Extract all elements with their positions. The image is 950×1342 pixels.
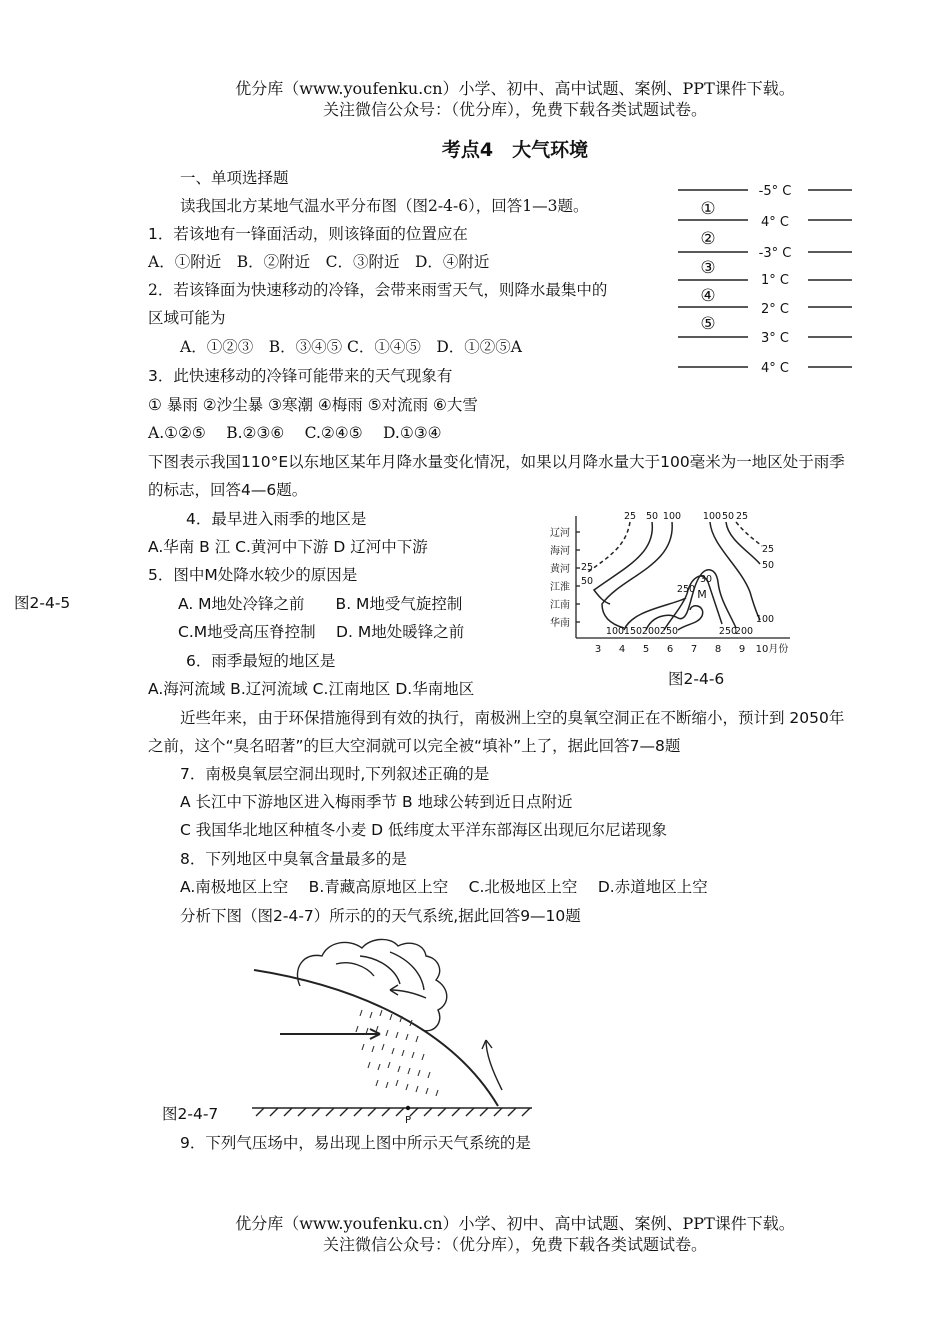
month-7: 7 (690, 644, 698, 655)
temp-label-6: 3° C (761, 331, 789, 346)
label-top-50b: 50 (721, 511, 735, 522)
isoline-25-right (736, 522, 762, 546)
region-label-huanan: 华南 (550, 618, 570, 629)
question-4: 4．最早进入雨季的地区是 (186, 510, 367, 528)
question-2-line-2: 区域可能为 (148, 309, 226, 327)
isoline-50-left (594, 522, 652, 604)
temp-label-4: 1° C (761, 273, 789, 288)
question-1-options: A．①附近 B．②附近 C．③附近 D．④附近 (148, 253, 490, 271)
zone-1-label: ① (700, 199, 716, 219)
isoline-200 (646, 570, 736, 630)
month-10: 10月份 (755, 644, 789, 655)
header-line-1: 优分库（www.youfenku.cn）小学、初中、高中试题、案例、PPT课件下载。 (235, 79, 795, 98)
label-top-100: 100 (662, 511, 682, 522)
question-8-options: A.南极地区上空 B.青藏高原地区上空 C.北极地区上空 D.赤道地区上空 (180, 878, 708, 896)
question-5: 5．图中M处降水较少的原因是 (148, 566, 358, 584)
label-inner-250: 250 (676, 584, 696, 595)
temp-label-1: -5° C (758, 184, 792, 199)
question-6: 6．雨季最短的地区是 (186, 652, 336, 670)
isoline-25-left (588, 522, 630, 572)
region-label-jianghuai: 江淮 (550, 582, 570, 593)
label-right-25: 25 (761, 544, 775, 555)
month-9: 9 (738, 644, 746, 655)
footer-line-2: 关注微信公众号：（优分库），免费下载各类试题试卷。 (322, 1235, 707, 1254)
question-8: 8．下列地区中臭氧含量最多的是 (180, 850, 407, 868)
intro-q4-6-line-2: 的标志，回答4—6题。 (148, 481, 308, 499)
question-5-options-1: A. M地处冷锋之前 B. M地受气旋控制 (178, 595, 463, 613)
label-top-50: 50 (645, 511, 659, 522)
month-3: 3 (594, 644, 602, 655)
question-6-options: A.海河流域 B.辽河流域 C.江南地区 D.华南地区 (148, 680, 475, 698)
intro-q4-6-line-1: 下图表示我国110°E以东地区某年月降水量变化情况，如果以月降水量大于100毫米为一地区处于雨季 (148, 453, 845, 471)
question-9: 9．下列气压场中，易出现上图中所示天气系统的是 (180, 1134, 531, 1152)
point-p (406, 1106, 410, 1110)
isoline-100-left (602, 522, 672, 628)
temp-label-7: 4° C (761, 361, 789, 376)
region-label-liaohe: 辽河 (550, 528, 570, 539)
label-bottom-200b: 200 (734, 626, 754, 637)
isoline-50-right (726, 522, 760, 564)
label-inner-30: 30 (699, 574, 713, 585)
month-4: 4 (618, 644, 626, 655)
label-bottom-250: 250 (659, 626, 679, 637)
region-label-jiangnan: 江南 (550, 600, 570, 611)
region-label-haihe: 海河 (550, 546, 570, 557)
cold-front-diagram (240, 930, 540, 1125)
month-6: 6 (666, 644, 674, 655)
label-right-100: 100 (755, 614, 775, 625)
question-2-line-1: 2．若该锋面为快速移动的冷锋，会带来雨雪天气，则降水最集中的 (148, 281, 608, 299)
header-line-2: 关注微信公众号：（优分库），免费下载各类试题试卷。 (322, 100, 707, 119)
label-left-25: 25 (580, 562, 594, 573)
label-bottom-200: 200 (641, 626, 661, 637)
figure-2-4-5-caption: 图2-4-5 (14, 594, 71, 612)
intro-q7-8-line-2: 之前，这个“臭名昭著”的巨大空洞就可以完全被“填补”上了，据此回答7—8题 (148, 737, 681, 755)
cloud-streaks (336, 952, 424, 990)
zone-3-label: ③ (700, 258, 716, 278)
label-bottom-250b: 250 (718, 626, 738, 637)
question-5-options-2: C.M地受高压脊控制 D. M地处暖锋之前 (178, 623, 465, 641)
temperature-distribution-figure (670, 176, 860, 381)
zone-2-label: ② (700, 229, 716, 249)
question-2-options: A．①②③ B．③④⑤ C．①④⑤ D．①②⑤A (180, 338, 522, 356)
lifting-air-arrow (486, 1040, 502, 1090)
label-top-25b: 25 (735, 511, 749, 522)
label-bottom-100: 100 (605, 626, 625, 637)
label-right-50: 50 (761, 560, 775, 571)
question-3: 3．此快速移动的冷锋可能带来的天气现象有 (148, 367, 453, 385)
temp-label-5: 2° C (761, 302, 789, 317)
intro-q9-10: 分析下图（图2-4-7）所示的的天气系统,据此回答9—10题 (180, 907, 581, 925)
question-1: 1．若该地有一锋面活动，则该锋面的位置应在 (148, 225, 468, 243)
label-m: M (697, 588, 707, 601)
precipitation-isoline-figure (540, 506, 795, 664)
question-4-options: A.华南 B 江 C.黄河中下游 D 辽河中下游 (148, 538, 428, 556)
question-7: 7．南极臭氧层空洞出现时,下列叙述正确的是 (180, 765, 490, 783)
intro-q1-3: 读我国北方某地气温水平分布图（图2-4-6），回答1—3题。 (180, 197, 589, 215)
point-p-label: P (404, 1115, 412, 1125)
temp-label-2: 4° C (761, 215, 789, 230)
month-8: 8 (714, 644, 722, 655)
zone-5-label: ⑤ (700, 314, 716, 334)
rain-area (356, 1010, 438, 1096)
label-top-25: 25 (623, 511, 637, 522)
page-title: 考点4 大气环境 (441, 139, 589, 161)
label-bottom-150: 150 (623, 626, 643, 637)
footer-line-1: 优分库（www.youfenku.cn）小学、初中、高中试题、案例、PPT课件下载。 (235, 1214, 795, 1233)
ground-hatching (256, 1108, 530, 1116)
question-7-options-2: C 我国华北地区种植冬小麦 D 低纬度太平洋东部海区出现厄尔尼诺现象 (180, 821, 668, 839)
figure-2-4-6-caption: 图2-4-6 (668, 670, 725, 688)
intro-q7-8-line-1: 近些年来，由于环保措施得到有效的执行，南极洲上空的臭氧空洞正在不断缩小，预计到 2050年 (180, 709, 845, 727)
question-7-options-1: A 长江中下游地区进入梅雨季节 B 地球公转到近日点附近 (180, 793, 573, 811)
section-heading: 一、单项选择题 (180, 169, 289, 187)
question-3-items: ① 暴雨 ②沙尘暴 ③寒潮 ④梅雨 ⑤对流雨 ⑥大雪 (148, 396, 478, 414)
figure-2-4-7-caption: 图2-4-7 (162, 1105, 219, 1123)
temp-label-3: -3° C (758, 246, 792, 261)
label-left-50: 50 (580, 576, 594, 587)
label-top-100b: 100 (702, 511, 722, 522)
region-label-huanghe: 黄河 (550, 564, 570, 575)
isoline-100-right (710, 522, 760, 620)
zone-4-label: ④ (700, 286, 716, 306)
month-5: 5 (642, 644, 650, 655)
question-3-options: A.①②⑤ B.②③⑥ C.②④⑤ D.①③④ (148, 424, 442, 442)
